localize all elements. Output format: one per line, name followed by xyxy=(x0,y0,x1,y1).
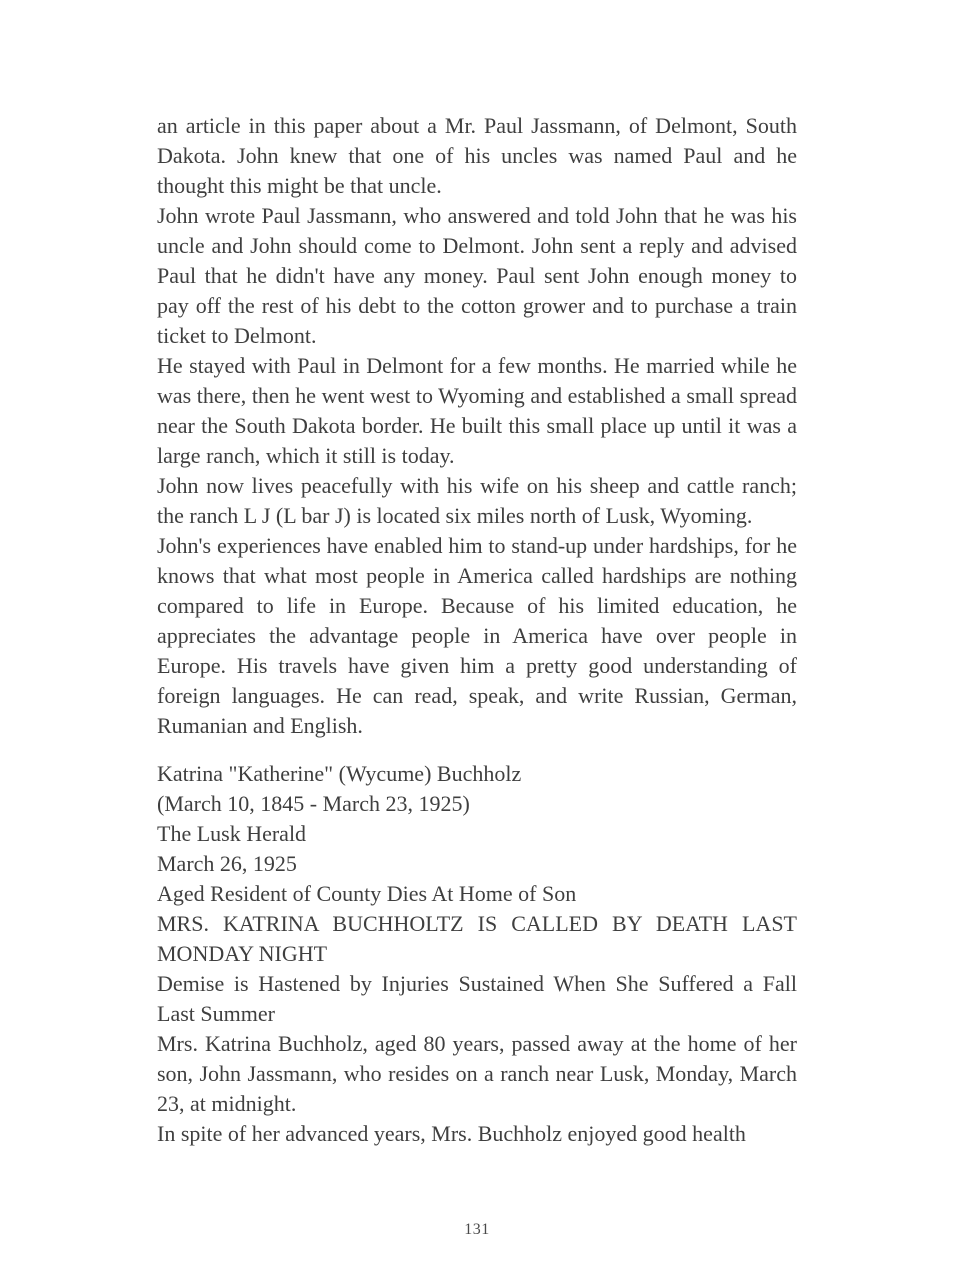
section-katrina-buchholz-obituary xyxy=(157,759,797,1149)
paragraph: MRS. KATRINA BUCHHOLTZ IS CALLED BY DEATH LAST MONDAY NIGHT xyxy=(157,911,797,966)
paragraph: The Lusk Herald xyxy=(157,821,307,846)
section-john-jassmann-biography xyxy=(157,111,797,741)
paragraph: John now lives peacefully with his wife on his sheep and cattle ranch; the ranch L J (L bar J) is located six miles north of Lusk, Wyoming. xyxy=(157,473,797,528)
paragraph: In spite of her advanced years, Mrs. Buchholz enjoyed good health xyxy=(157,1121,746,1146)
paragraph: John's experiences have enabled him to stand-up under hardships, for he knows that what most people in America called hardships are nothing compared to life in Europe. Because of his limited education, he appreciates the advantage people in America have over people in Europe. His travels have given him a pretty good understanding of foreign languages. He can read, speak, and write Russian, German, Rumanian and English. xyxy=(157,533,797,738)
page-number: 131 xyxy=(464,1221,490,1238)
paragraph: an article in this paper about a Mr. Paul Jassmann, of Delmont, South Dakota. John knew that one of his uncles was named Paul and he thought this might be that uncle. xyxy=(157,113,797,198)
paragraph: March 26, 1925 xyxy=(157,851,297,876)
paragraph: Aged Resident of County Dies At Home of Son xyxy=(157,881,577,906)
paragraph: John wrote Paul Jassmann, who answered and told John that he was his uncle and John should come to Delmont. John sent a reply and advised Paul that he didn't have any money. Paul sent John enough money to pay off the rest of his debt to the cotton grower and to purchase a train ticket to Delmont. xyxy=(157,203,797,348)
paragraph: Mrs. Katrina Buchholz, aged 80 years, passed away at the home of her son, John Jassmann, who resides on a ranch near Lusk, Monday, March 23, at midnight. xyxy=(157,1031,797,1116)
paragraph: Demise is Hastened by Injuries Sustained When She Suffered a Fall Last Summer xyxy=(157,971,797,1026)
paragraph: He stayed with Paul in Delmont for a few months. He married while he was there, then he went west to Wyoming and established a small spread near the South Dakota border. He built this small place up until it was a large ranch, which it still is today. xyxy=(157,353,797,468)
paragraph: (March 10, 1845 - March 23, 1925) xyxy=(157,791,470,816)
document-body xyxy=(157,111,797,1149)
paragraph: Katrina "Katherine" (Wycume) Buchholz xyxy=(157,761,522,786)
